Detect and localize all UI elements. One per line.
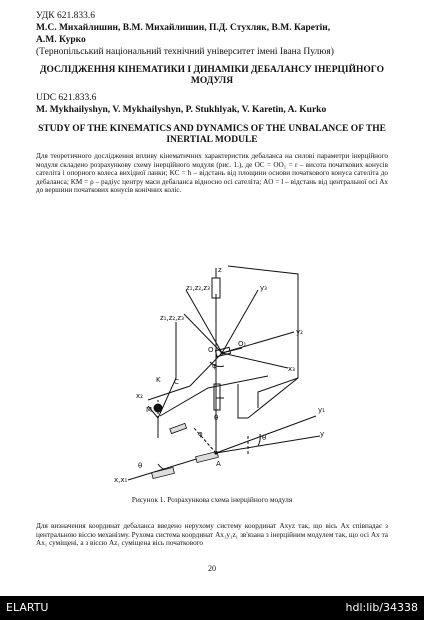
label-z: z — [218, 266, 222, 274]
footer-bar — [0, 596, 424, 620]
label-x2: x₂ — [136, 392, 143, 400]
hatched-supports — [152, 423, 219, 478]
authors-ua-line1: М.С. Михайлишин, В.М. Михайлишин, П.Д. Стухляк, В.М. Каретін, — [36, 23, 331, 33]
label-O1: O₁ — [238, 340, 247, 348]
authors-ua-line2: А.М. Курко — [36, 35, 86, 45]
x2-axis — [148, 386, 190, 400]
coordinates-paragraph: Для визначення координат дебаланса введено нерухому систему координат Axyz так, що вісь Ax співпадає з центральною віссю механізму. Рухома система координат Ax₁y₁z₁ зв'язана з інерційним модулем так, що осі Ax та Ax₁ суміщені, а з віссю Az₁ суміщена вісь початкового — [36, 522, 388, 548]
label-z1z2z3-mid: z₁,z₂,z₃ — [160, 314, 184, 322]
label-y1: y₁ — [318, 406, 325, 414]
label-phi-low: φ — [198, 430, 203, 438]
figure-caption: Рисунок 1. Розрахункова схема інерційного модуля — [131, 495, 293, 504]
vertical-post — [214, 384, 220, 410]
title-ua: ДОСЛІДЖЕННЯ КІНЕМАТИКИ І ДИНАМІКИ ДЕБАЛАНСУ ІНЕРЦІЙНОГО МОДУЛЯ — [40, 65, 384, 86]
udc-ua: УДК 621.833.6 — [36, 11, 95, 21]
OC-line — [190, 353, 222, 386]
label-z1z2z3-top: z₁,z₂,z₃ — [186, 284, 210, 292]
label-y: y — [320, 430, 325, 438]
label-A: A — [216, 460, 221, 468]
label-x3: x₃ — [288, 365, 295, 373]
label-x-bottom: x,x₁ — [114, 476, 128, 484]
footer-handle-id[interactable]: hdl:lib/34338 — [345, 601, 418, 614]
debalance-mass — [154, 404, 163, 413]
kinematic-scheme-figure — [98, 258, 338, 490]
label-C: C — [174, 378, 179, 386]
label-K: K — [156, 376, 161, 384]
label-theta-1: θ — [214, 414, 219, 422]
label-y2: y₂ — [296, 328, 303, 336]
affiliation: (Тернопільський національний технічний університет імені Івана Пулюя) — [36, 47, 334, 57]
x3-axis — [222, 353, 288, 368]
label-phi-top: φ — [212, 362, 217, 370]
y-axis — [216, 436, 320, 453]
intro-paragraph: Для теоретичного дослідження впливу кінематичних характеристик дебаланса на силові параметри інерційного модуля складено розрахункову схему інерційного модуля (рис. 1.), де OC = OO₁ = r – висота початкових конусів сателіта і опорного колеса вихідної ланки; KC = h – відстань від площини основи початкового конуса сателіта до дебаланса; KM = ρ – радіус центру маси дебаланса відносно осі сателіта; AO = l – відстань від центральної осі Ax до вершини початкових конусів конічних коліс. — [36, 152, 388, 195]
y2-axis — [222, 332, 294, 353]
page-number: 20 — [208, 564, 216, 573]
title-en: STUDY OF THE KINEMATICS AND DYNAMICS OF THE UNBALANCE OF THE INERTIAL MODULE — [38, 124, 386, 145]
theta-arc-1 — [258, 434, 260, 446]
label-M: M — [146, 406, 153, 414]
label-theta-2: θ — [262, 434, 267, 442]
label-y3: y₃ — [260, 284, 267, 292]
label-O: O — [208, 346, 214, 354]
authors-en: M. Mykhailyshyn, V. Mykhailyshyn, P. Stukhlyak, V. Karetin, A. Kurko — [36, 105, 327, 115]
footer-repository-name[interactable]: ELARTU — [6, 601, 49, 614]
udc-en: UDC 621.833.6 — [36, 93, 97, 103]
label-theta-3: θ — [138, 462, 143, 470]
